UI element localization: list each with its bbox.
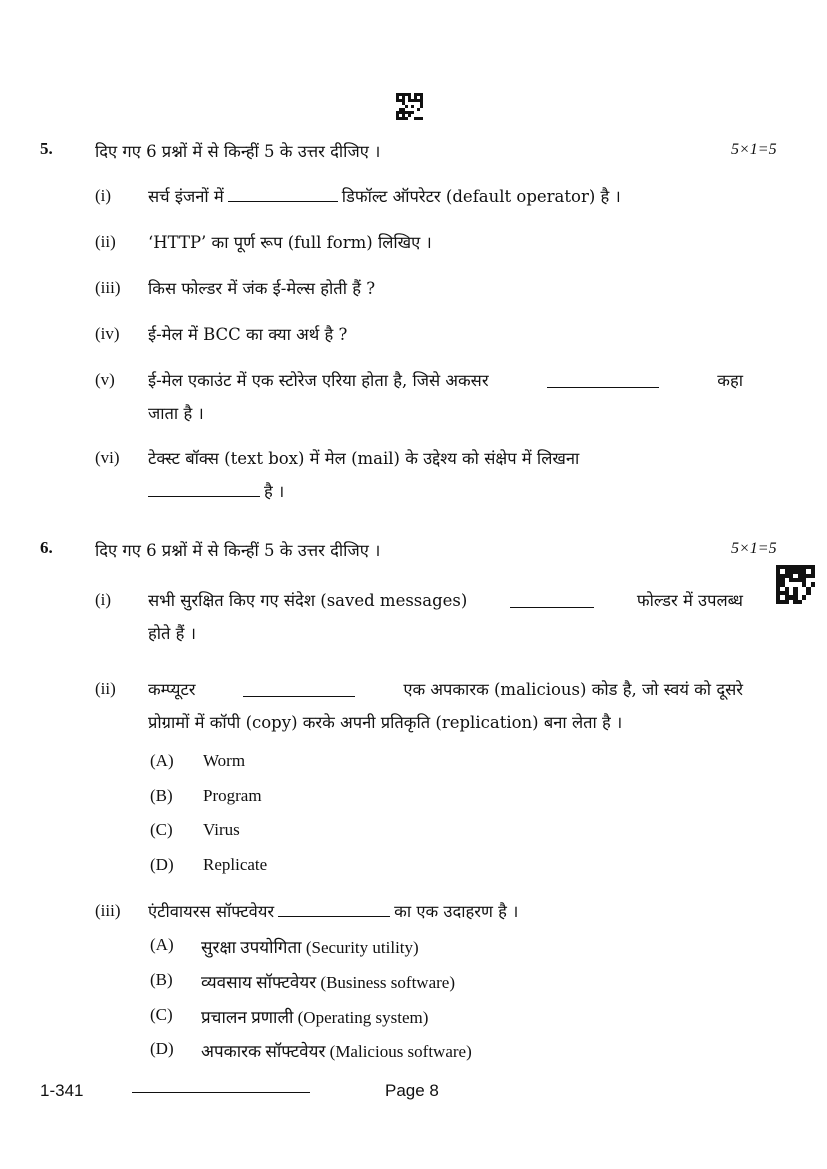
question-6-number: 6. (40, 538, 53, 557)
q5-item-1-text (148, 180, 621, 213)
q6-item-1-number: (i) (95, 590, 112, 609)
question-6-heading: दिए गए 6 प्रश्नों में से किन्हीं 5 के उत्तर दीजिए । (95, 541, 381, 560)
q5-item-1-after: डिफॉल्ट ऑपरेटर (default operator) है । (341, 187, 621, 206)
q5-item-6-number: (vi) (95, 448, 120, 467)
q6-ii-option-d-text: Replicate (203, 855, 268, 874)
q5-item-6-after: है । (264, 482, 285, 501)
q6-item-2-text (148, 673, 743, 739)
fill-blank (148, 495, 260, 497)
q5-item-5-before: ई-मेल एकाउंट में एक स्टोरेज एरिया होता है, जिसे अकसर (148, 371, 489, 390)
footer-divider (132, 1092, 310, 1093)
q6-iii-option-a-text: सुरक्षा उपयोगिता (Security utility) (201, 938, 419, 957)
fill-blank (243, 695, 355, 697)
q6-ii-option-c-text: Virus (203, 820, 240, 839)
fill-blank (228, 200, 338, 202)
q6-item-3-before: एंटीवायरस सॉफ्टवेयर (148, 902, 275, 921)
q6-iii-option-b-label: (B) (150, 970, 173, 989)
q6-item-2-before: कम्प्यूटर (148, 680, 196, 699)
q6-item-1-after: फोल्डर में उपलब्ध (636, 591, 743, 610)
q5-item-2-number: (ii) (95, 232, 116, 251)
q6-item-2-line2: प्रोग्रामों में कॉपी (copy) करके अपनी प्रतिकृति (replication) बना लेता है । (148, 713, 623, 732)
qr-code-side (776, 565, 815, 604)
question-6-marks: 5×1=5 (731, 540, 777, 557)
q6-item-1-line2: होते हैं । (148, 624, 196, 643)
q5-item-2-text: ‘HTTP’ का पूर्ण रूप (full form) लिखिए । (148, 233, 432, 252)
q6-item-3-number: (iii) (95, 901, 121, 920)
fill-blank (510, 606, 594, 608)
fill-blank (547, 386, 659, 388)
page-number: Page 8 (385, 1081, 439, 1100)
q6-ii-option-b-text: Program (203, 786, 262, 805)
q6-item-2-number: (ii) (95, 679, 116, 698)
q6-item-3-after: का एक उदाहरण है । (394, 902, 519, 921)
q5-item-1-before: सर्च इंजनों में (148, 187, 224, 206)
q6-ii-option-d-label: (D) (150, 855, 174, 874)
q5-item-3-text: किस फोल्डर में जंक ई-मेल्स होती हैं ? (148, 279, 376, 298)
q5-item-5-text (148, 364, 743, 430)
q6-iii-option-d-label: (D) (150, 1039, 174, 1058)
q6-item-1-before: सभी सुरक्षित किए गए संदेश (saved messages) (148, 591, 468, 610)
q6-item-2-after: एक अपकारक (malicious) कोड है, जो स्वयं को दूसरे (403, 680, 743, 699)
q5-item-1-number: (i) (95, 186, 112, 205)
q5-item-6-line1: टेक्स्ट बॉक्स (text box) में मेल (mail) के उद्देश्य को संक्षेप में लिखना (148, 449, 580, 468)
q6-iii-option-a-label: (A) (150, 935, 174, 954)
qr-code-top (396, 93, 423, 120)
q6-ii-option-c-label: (C) (150, 820, 173, 839)
q5-item-5-number: (v) (95, 370, 115, 389)
q6-item-1-text (148, 584, 743, 650)
q6-iii-option-d-text: अपकारक सॉफ्टवेयर (Malicious software) (201, 1042, 472, 1061)
paper-code: 1-341 (40, 1081, 84, 1100)
q6-ii-option-a-text: Worm (203, 751, 246, 770)
q5-item-3-number: (iii) (95, 278, 121, 297)
question-5-heading: दिए गए 6 प्रश्नों में से किन्हीं 5 के उत्तर दीजिए । (95, 142, 381, 161)
q5-item-6-text (148, 442, 743, 508)
q5-item-5-after: कहा (717, 371, 743, 390)
q5-item-4-number: (iv) (95, 324, 120, 343)
q5-item-5-line2: जाता है । (148, 404, 204, 423)
q5-item-4-text: ई-मेल में BCC का क्या अर्थ है ? (148, 325, 348, 344)
q6-iii-option-b-text: व्यवसाय सॉफ्टवेयर (Business software) (201, 973, 455, 992)
q6-iii-option-c-label: (C) (150, 1005, 173, 1024)
q6-ii-option-a-label: (A) (150, 751, 174, 770)
fill-blank (278, 915, 390, 917)
q6-iii-option-c-text: प्रचालन प्रणाली (Operating system) (201, 1008, 429, 1027)
q6-ii-option-b-label: (B) (150, 786, 173, 805)
question-5-number: 5. (40, 139, 53, 158)
q6-item-3-text (148, 895, 518, 928)
question-5-marks: 5×1=5 (731, 141, 777, 158)
